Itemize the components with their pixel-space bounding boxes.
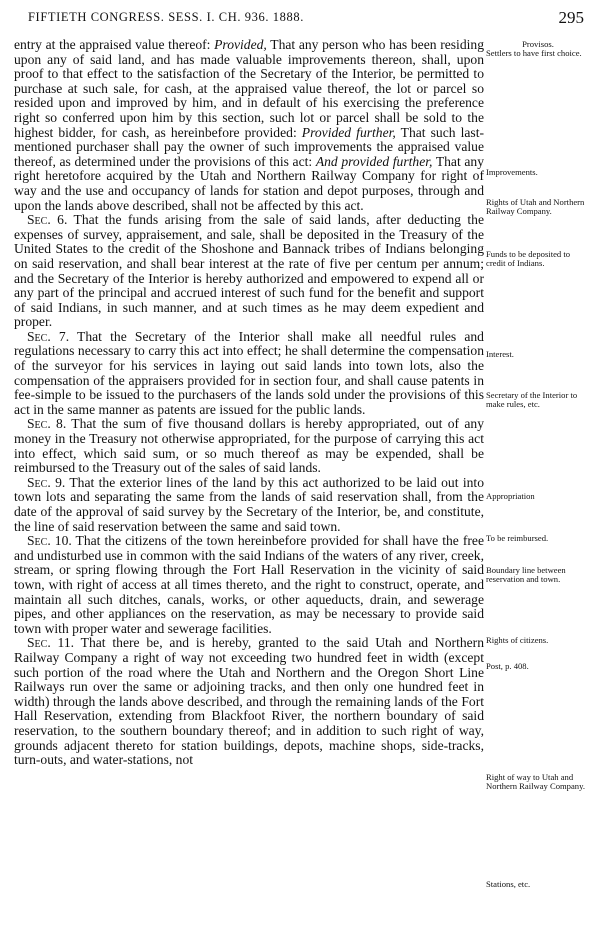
- paragraph-continuation: [14, 38, 484, 213]
- text-run: That the Secretary of the Interior shall make all needful rules and regulations necessary to carry this act into effect; he shall determine the compensation of the surveyor for his services in laying out said lands into town lots, also the compensation of the appraisers provided for in section four, and shall cause patents in fee-simple to be issued to the purchasers of the lands sold under the provisions of this act in the same manner as patents are issued for the public lands.: [14, 328, 484, 417]
- section-7: [14, 330, 484, 418]
- section-9: [14, 476, 484, 534]
- text-run: That such last-mentioned purchaser shall pay the owner of such improvements the appraised value thereof, as determined under the provisions of this act:: [14, 124, 484, 169]
- margin-notes: [486, 38, 590, 918]
- margin-note-stations: Stations, etc.: [486, 879, 531, 889]
- margin-note-interest: Interest.: [486, 349, 514, 359]
- section-8: [14, 417, 484, 475]
- section-number: Sec. 11.: [27, 635, 75, 651]
- margin-note-funds: Funds to be deposited to credit of Indians.: [486, 249, 571, 268]
- text-run: entry at the appraised value thereof:: [14, 37, 215, 52]
- margin-note-post: Post, p. 408.: [486, 661, 529, 671]
- margin-note-reimbursed: To be reimbursed.: [486, 533, 549, 543]
- proviso-phrase: Provided further,: [301, 124, 396, 140]
- margin-note-right-of-way: Right of way to Utah and Northern Railway Company.: [486, 772, 585, 791]
- margin-note-railway-rights: Rights of Utah and Northern Railway Company.: [486, 197, 585, 216]
- text-run: That the funds arising from the sale of said lands, after deducting the expenses of survey, appraisement, and sale, shall be deposited in the Treasury of the United States to the credit of the Shoshone and Bannack tribes of Indians belonging on said reservation, and shall bear interest at the rate of five per centum per annum; and the Secretary of the Interior is hereby authorized and empowered to expend all or any part of the principal and accrued interest of such fund for the benefit and support of said Indians, in such manner, and at such times as he may deem expedient and proper.: [14, 212, 484, 330]
- section-11: [14, 636, 484, 767]
- text-run: That there be, and is hereby, granted to the said Utah and Northern Railway Company a right of way not exceeding two hundred feet in width (except such portion of the road where the Utah and Northern and the Oregon Short Line Railways run over the same or adjoining tracks, and then only one hundred feet in width) through the lands above described, and through the remaining lands of the Fort Hall Reservation, extending from Blackfoot River, the northern boundary of said reservation, to the southern boundary thereof; and in addition to such right of way, grounds adjacent thereto for station buildings, depots, machine shops, side-tracks, turn-outs, and water-stations, not: [14, 635, 485, 768]
- margin-note-provisos: Provisos. Settlers to have first choice.: [486, 39, 582, 58]
- text-run: That the exterior lines of the land by this act authorized to be laid out into town lots and separating the same from the lands of said reservation shall, from the date of the approval of said survey by the Secretary of the Interior, be, and constitute, the line of said reservation between the same and said town.: [14, 474, 484, 534]
- text-run: That any right heretofore acquired by the Utah and Northern Railway Company for right of way and the use and occupancy of lands for station and depot purposes, through and upon the lands above described, shall not be affected by this act.: [14, 153, 484, 213]
- section-number: Sec. 7.: [27, 328, 70, 344]
- page-number: 295: [558, 8, 584, 27]
- section-number: Sec. 6.: [27, 212, 68, 228]
- section-6: [14, 213, 484, 330]
- text-run: That the citizens of the town hereinbefore provided for shall have the free and undisturbed use in common with the said Indians of the waters of any river, creek, stream, or spring flowing through the Fort Hall Reservation in the vicinity of said town, with right of access at all times thereto, and the right to construct, operate, and maintain all such ditches, canals, works, or other aqueducts, drain, and sewerage pipes, and other appliances on the reservation, as may be necessary to provide said town with proper water and sewerage facilities.: [14, 533, 484, 636]
- section-number: Sec. 8.: [27, 416, 67, 432]
- statute-text: [14, 38, 484, 768]
- proviso-phrase: Provided,: [214, 37, 267, 52]
- text-run: That any person who has been residing upon any of said land, and has made valuable improvements thereon, shall, upon proof to that effect to the satisfaction of the Secretary of the Interior, be permitted to purchase at such sale, for cash, at the appraised value thereof, the lot or parcel so resided upon and improved by him, and in default of his exercising the preference right so conferred upon him by this section, such lot or parcel shall be sold to the highest bidder, for cash, as hereinbefore provided:: [14, 37, 484, 140]
- running-head: FIFTIETH CONGRESS. SESS. I. CH. 936. 1888.: [28, 10, 304, 24]
- margin-note-improvements: Improvements.: [486, 167, 538, 177]
- section-10: [14, 534, 484, 636]
- text-run: That the sum of five thousand dollars is hereby appropriated, out of any money in the Treasury not otherwise appropriated, for the purpose of carrying this act into effect, which said sum, or so much thereof as may be expended, shall be reimbursed to the Treasury out of the sales of said lands.: [14, 416, 484, 476]
- margin-note-rules: Secretary of the Interior to make rules, etc.: [486, 390, 578, 409]
- section-number: Sec. 10.: [27, 533, 72, 549]
- margin-note-boundary: Boundary line between reservation and town.: [486, 565, 566, 584]
- section-number: Sec. 9.: [27, 474, 66, 490]
- margin-note-appropriation: Appropriation: [486, 491, 535, 501]
- running-header: [14, 8, 586, 30]
- proviso-phrase: And provided further,: [315, 153, 433, 169]
- margin-note-citizens: Rights of citizens.: [486, 635, 549, 645]
